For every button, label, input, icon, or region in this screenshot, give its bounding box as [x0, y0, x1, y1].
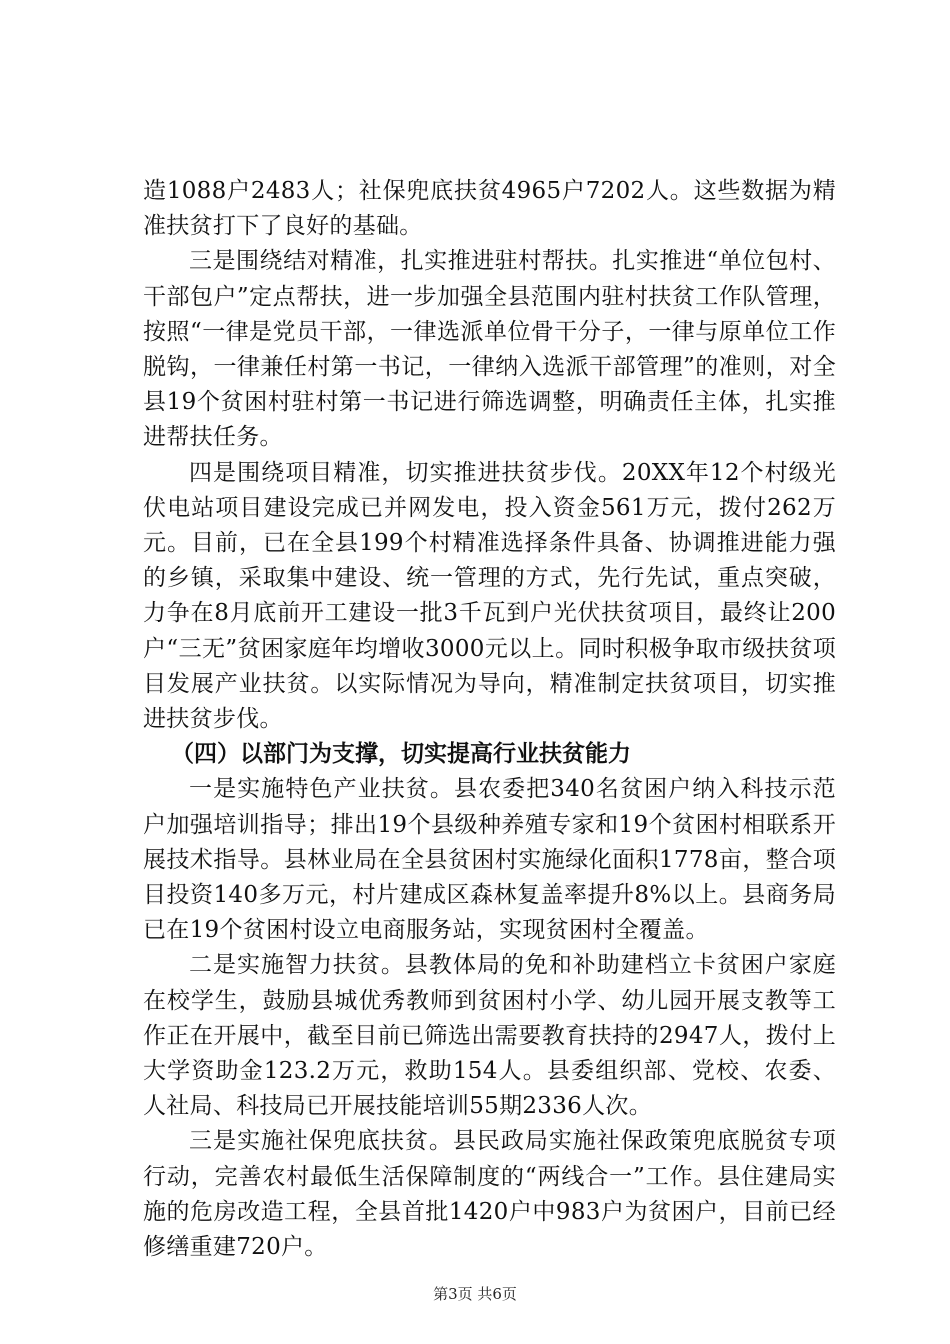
paragraph-education-poverty-relief: 二是实施智力扶贫。县教体局的免和补助建档立卡贫困户家庭在校学生，鼓励县城优秀教师到贫困村小学、幼儿园开展支教等工作正在开展中，截至目前已筛选出需要教育扶持的2947人，拨付上大学资助金123.2万元，救助154人。县委组织部、党校、农委、人社局、科技局已开展技能培训55期2336人次。 [143, 952, 836, 1120]
paragraph-industry-poverty-relief: 一是实施特色产业扶贫。县农委把340名贫困户纳入科技示范户加强培训指导；排出19个县级种养殖专家和19个贫困村相联系开展技术指导。县林业局在全县贫困村实施绿化面积1778亩，整合项目投资140多万元，村片建成区森林复盖率提升8%以上。县商务局已在19个贫困村设立电商服务站，实现贫困村全覆盖。 [143, 776, 836, 944]
page-footer: 第3页 共6页 [433, 1285, 517, 1303]
document-body [143, 174, 836, 1265]
paragraph-social-security-poverty-relief: 三是实施社保兜底扶贫。县民政局实施社保政策兜底脱贫专项行动，完善农村最低生活保障制度的“两线合一”工作。县住建局实施的危房改造工程，全县首批1420户中983户为贫困户，目前已经修缮重建720户。 [143, 1128, 836, 1261]
paragraph-pairing-precision: 三是围绕结对精准，扎实推进驻村帮扶。扎实推进“单位包村、干部包户”定点帮扶，进一步加强全县范围内驻村扶贫工作队管理，按照“一律是党员干部，一律选派单位骨干分子，一律与原单位工作脱钩，一律兼任村第一书记，一律纳入选派干部管理”的准则，对全县19个贫困村驻村第一书记进行筛选调整，明确责任主体，扎实推进帮扶任务。 [143, 248, 836, 451]
paragraph-continuation: 造1088户2483人；社保兜底扶贫4965户7202人。这些数据为精准扶贫打下了良好的基础。 [143, 178, 836, 240]
paragraph-project-precision: 四是围绕项目精准，切实推进扶贫步伐。20XX年12个村级光伏电站项目建设完成已并网发电，投入资金561万元，拨付262万元。目前，已在全县199个村精准选择条件具备、协调推进能力强的乡镇，采取集中建设、统一管理的方式，先行先试，重点突破，力争在8月底前开工建设一批3千瓦到户光伏扶贫项目，最终让200户“三无”贫困家庭年均增收3000元以上。同时积极争取市级扶贫项目发展产业扶贫。以实际情况为导向，精准制定扶贫项目，切实推进扶贫步伐。 [143, 459, 836, 733]
section-heading: （四）以部门为支撑，切实提高行业扶贫能力 [171, 741, 631, 768]
